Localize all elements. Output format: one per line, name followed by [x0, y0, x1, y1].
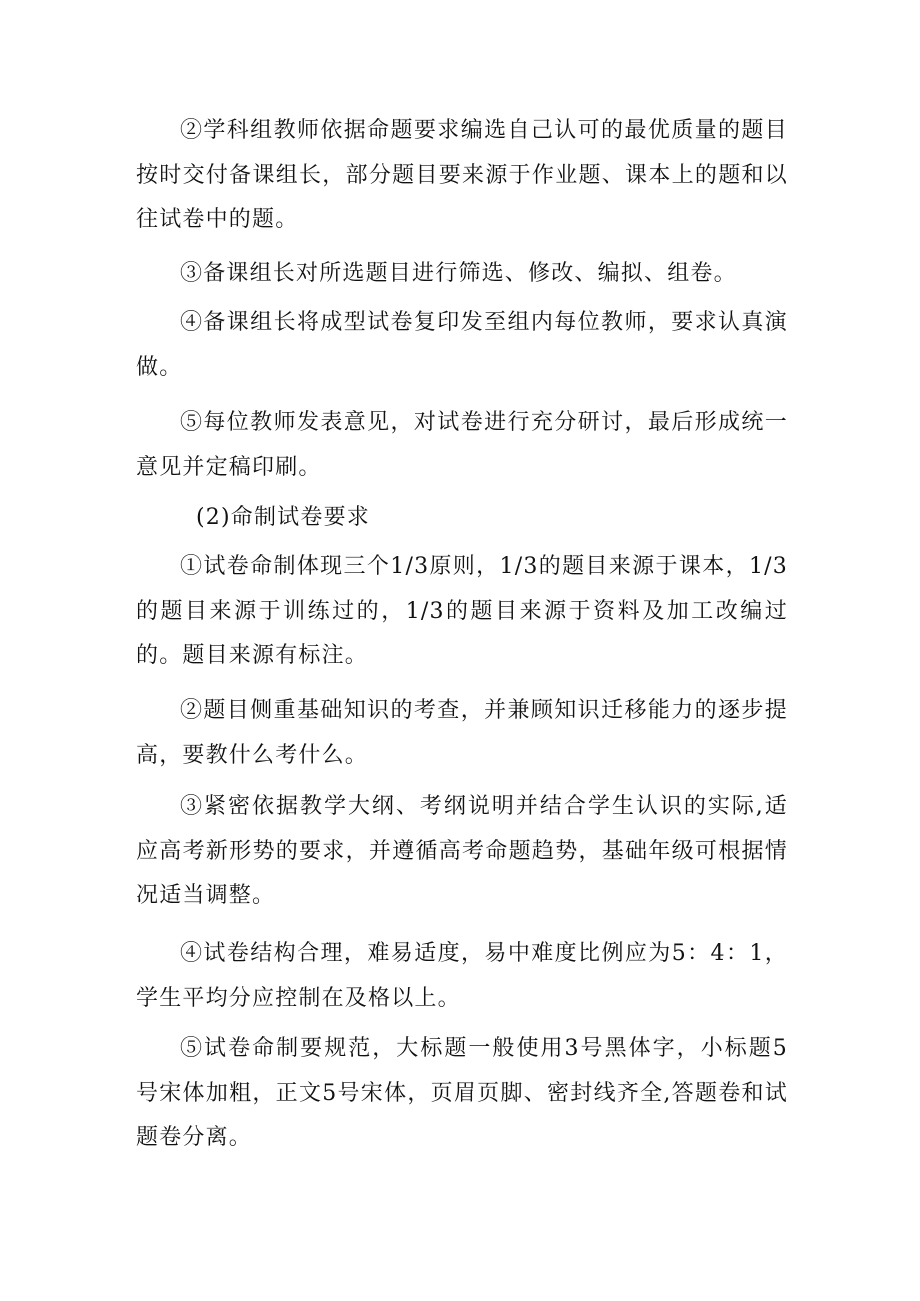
requirement-format-standards: ⑤试卷命制要规范，大标题一般使用3号黑体字，小标题5号宋体加粗，正文5号宋体，页眉页脚、密封线齐全,答题卷和试题卷分离。 [136, 1036, 788, 1150]
requirement-difficulty-ratio: ④试卷结构合理，难易适度，易中难度比例应为5：4：1，学生平均分应控制在及格以上。 [136, 941, 788, 1011]
paragraph-teachers-select-questions: ②学科组教师依据命题要求编选自己认可的最优质量的题目按时交付备课组长，部分题目要来源于作业题、课本上的题和以往试卷中的题。 [136, 118, 788, 232]
requirement-one-third-principle: ①试卷命制体现三个1/3原则，1/3的题目来源于课本，1/3的题目来源于训练过的，1/3的题目来源于资料及加工改编过的。题目来源有标注。 [136, 554, 788, 668]
paragraph-leader-screen-questions: ③备课组长对所选题目进行筛选、修改、编拟、组卷。 [180, 261, 737, 286]
requirement-basic-knowledge: ②题目侧重基础知识的考查，并兼顾知识迁移能力的逐步提高，要教什么考什么。 [136, 698, 788, 768]
paragraph-discuss-finalize: ⑤每位教师发表意见，对试卷进行充分研讨，最后形成统一意见并定稿印刷。 [136, 410, 788, 480]
paragraph-copy-distribute: ④备课组长将成型试卷复印发至组内每位教师，要求认真演做。 [136, 310, 788, 380]
section-heading: (2)命制试卷要求 [196, 505, 370, 530]
requirement-syllabus-alignment: ③紧密依据教学大纲、考纲说明并结合学生认识的实际,适应高考新形势的要求，并遵循高考命题趋势，基础年级可根据情况适当调整。 [136, 794, 788, 908]
